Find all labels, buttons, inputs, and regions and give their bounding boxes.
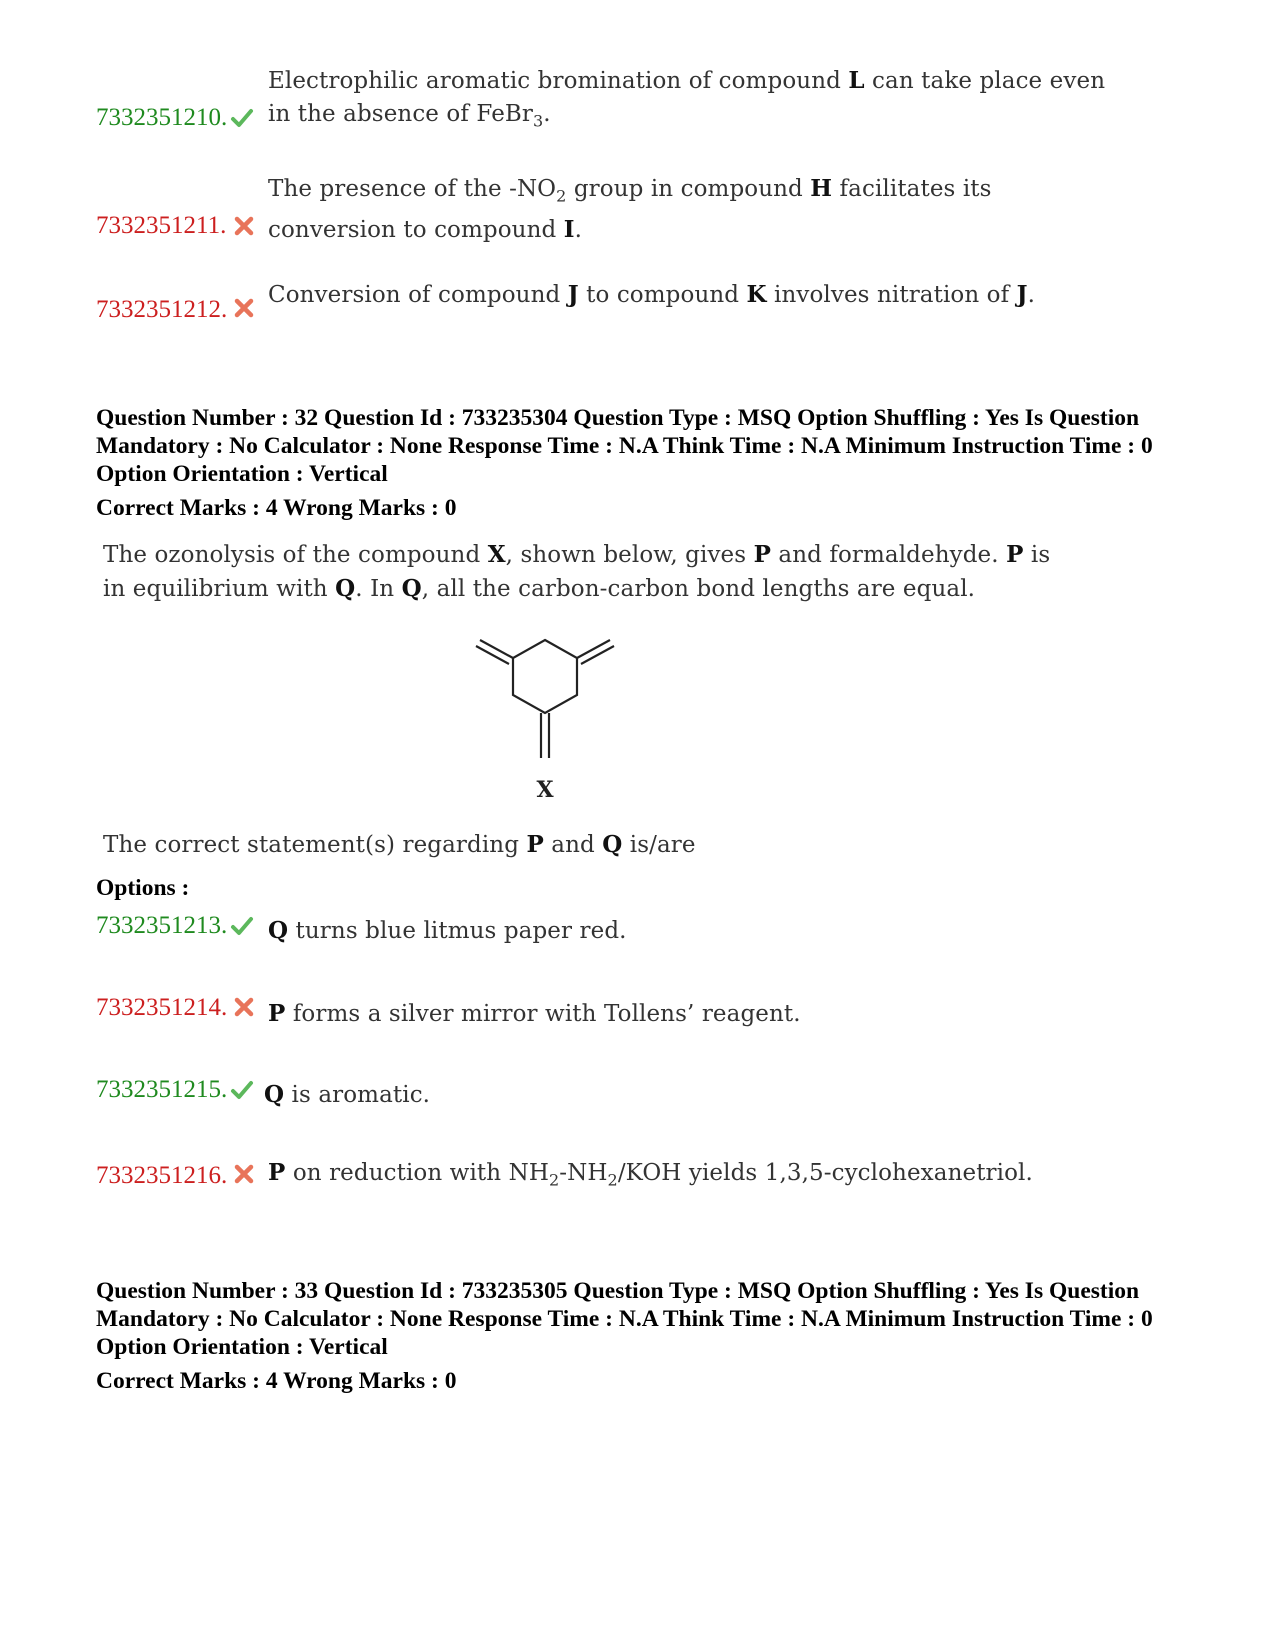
option-text <box>264 1078 1124 1112</box>
bold-symbol: L <box>848 67 865 94</box>
bold-symbol: Q <box>268 917 289 944</box>
question-stem <box>103 538 1053 606</box>
question-meta: Question Number : 33 Question Id : 733235305 Question Type : MSQ Option Shuffling : Yes Is Question Mandatory : No Calculator : None Response Time : N.A Think Time : N.A Minimum Instruction Time : 0 Option Orientation : Vertical <box>96 1278 1153 1360</box>
text-run: forms a silver mirror with Tollens’ reagent. <box>285 1001 801 1027</box>
check-icon <box>230 914 254 938</box>
text-run: is/are <box>622 832 696 858</box>
bold-symbol: P <box>526 831 544 858</box>
bold-symbol: J <box>1016 281 1028 308</box>
bold-symbol: H <box>810 175 833 202</box>
text-run: . <box>543 101 551 127</box>
text-run: and <box>543 832 603 858</box>
text-run: is in equilibrium with <box>103 542 1051 602</box>
bold-symbol: Q <box>401 575 422 602</box>
text-run: can take place even in the absence of FeBr <box>268 68 1106 127</box>
cross-icon <box>232 296 256 320</box>
option-id: 7332351215. <box>96 1076 228 1103</box>
text-run: -NH <box>559 1160 608 1186</box>
bold-symbol: P <box>268 1000 286 1027</box>
bold-symbol: K <box>746 281 767 308</box>
option-text <box>268 172 1108 247</box>
text-run: on reduction with NH <box>285 1160 549 1186</box>
bold-symbol: X <box>487 541 506 568</box>
subscript: 2 <box>607 1170 618 1190</box>
option-id: 7332351214. <box>96 994 228 1021</box>
text-run: The ozonolysis of the compound <box>103 542 488 568</box>
cross-icon <box>232 1162 256 1186</box>
cross-icon <box>232 214 256 238</box>
text-run: . <box>1027 282 1036 308</box>
option-id: 7332351211. <box>96 212 227 239</box>
text-run: The presence of the -NO <box>268 176 557 202</box>
option-text <box>268 914 1128 948</box>
options-label: Options : <box>96 875 190 901</box>
text-run: Conversion of compound <box>268 282 568 308</box>
check-icon <box>230 1078 254 1102</box>
option-id: 7332351213. <box>96 912 228 939</box>
bold-symbol: Q <box>602 831 623 858</box>
bold-symbol: P <box>268 1159 286 1186</box>
question-marks: Correct Marks : 4 Wrong Marks : 0 <box>96 495 457 521</box>
cross-icon <box>232 995 256 1019</box>
text-run: and formaldehyde. <box>770 542 1007 568</box>
text-run: , all the carbon-carbon bond lengths are equal. <box>421 576 976 602</box>
option-id: 7332351216. <box>96 1162 228 1189</box>
option-text <box>268 278 1128 312</box>
bold-symbol: P <box>1006 541 1024 568</box>
text-run: turns blue litmus paper red. <box>288 918 627 944</box>
subscript: 2 <box>548 1170 560 1190</box>
subscript: 2 <box>556 186 567 206</box>
text-run: , shown below, gives <box>505 542 754 568</box>
option-text <box>268 997 1128 1031</box>
text-run: to compound <box>578 282 747 308</box>
bold-symbol: P <box>753 541 771 568</box>
option-id: 7332351210. <box>96 104 228 131</box>
question-prompt <box>103 828 903 862</box>
text-run: . <box>574 216 583 243</box>
check-icon <box>230 106 254 130</box>
text-run: group in compound <box>566 176 811 202</box>
text-run: /KOH yields 1,3,5-cyclohexanetriol. <box>617 1160 1033 1186</box>
option-text <box>268 1156 1168 1197</box>
question-marks: Correct Marks : 4 Wrong Marks : 0 <box>96 1368 457 1394</box>
structure-label: X <box>536 777 554 803</box>
option-id: 7332351212. <box>96 296 228 323</box>
text-run: involves nitration of <box>766 282 1017 308</box>
text-run: The correct statement(s) regarding <box>103 832 527 858</box>
text-run: is aromatic. <box>284 1082 431 1108</box>
bold-symbol: Q <box>264 1081 285 1108</box>
text-run: . In <box>355 576 402 602</box>
text-run: facilitates its conversion to compound <box>268 176 992 243</box>
bold-symbol: Q <box>335 575 356 602</box>
question-meta: Question Number : 32 Question Id : 733235304 Question Type : MSQ Option Shuffling : Yes Is Question Mandatory : No Calculator : None Response Time : N.A Think Time : N.A Minimum Instruction Time : 0 Option Orientation : Vertical <box>96 405 1153 487</box>
text-run: Electrophilic aromatic bromination of compound <box>268 68 849 94</box>
bold-symbol: I <box>563 215 575 243</box>
compound-x-structure <box>460 625 630 810</box>
subscript: 3 <box>533 111 544 131</box>
bold-symbol: J <box>567 281 579 308</box>
option-text <box>268 64 1108 138</box>
